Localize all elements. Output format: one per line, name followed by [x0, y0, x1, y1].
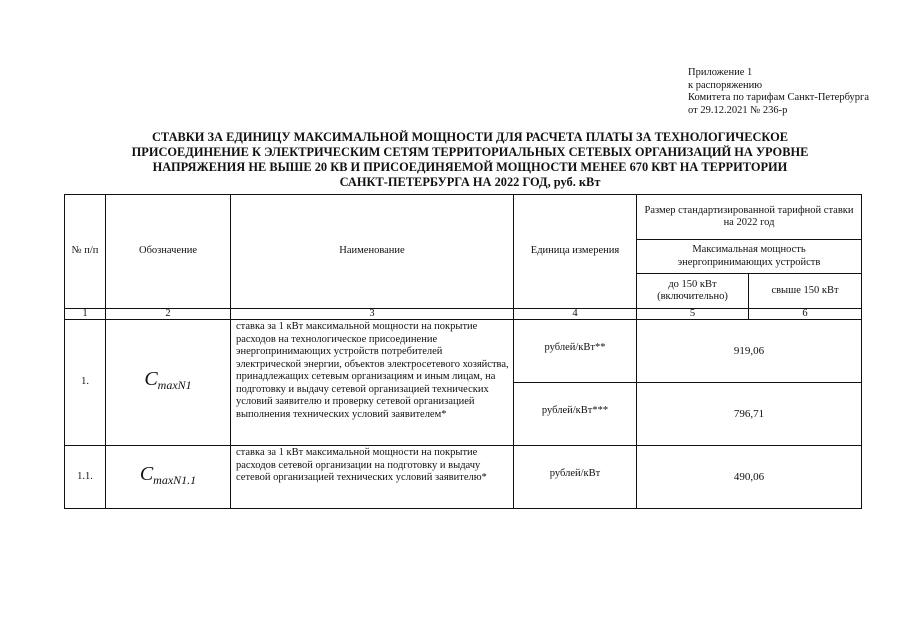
title-line: ПРИСОЕДИНЕНИЕ К ЭЛЕКТРИЧЕСКИМ СЕТЯМ ТЕРРИТОРИАЛЬНЫХ СЕТЕВЫХ ОРГАНИЗАЦИЙ НА УРОВНЕ — [131, 145, 809, 159]
title-line: САНКТ-ПЕТЕРБУРГА НА 2022 ГОД, руб. кВт — [339, 175, 601, 189]
symbol-main: C — [139, 462, 154, 485]
rates-table — [64, 194, 862, 509]
column-number-row — [65, 309, 862, 320]
header-upto-150: до 150 кВт (включительно) — [637, 274, 749, 309]
row-symbol — [106, 320, 231, 446]
appendix-line: к распоряжению — [688, 79, 763, 91]
symbol-subscript: maxN1.1 — [153, 472, 197, 487]
row-num: 1.1. — [65, 446, 106, 509]
row-unit: рублей/кВт** — [514, 320, 637, 383]
column-number: 1 — [65, 309, 106, 320]
appendix-line: от 29.12.2021 № 236-р — [688, 104, 788, 116]
header-designation: Обозначение — [106, 195, 231, 309]
row-value: 919,06 — [637, 320, 862, 383]
symbol-formula — [144, 368, 192, 393]
table-row — [65, 320, 862, 383]
header-over-150: свыше 150 кВт — [749, 274, 862, 309]
title-line: НАПРЯЖЕНИЯ НЕ ВЫШЕ 20 КВ И ПРИСОЕДИНЯЕМОЙ МОЩНОСТИ МЕНЕЕ 670 КВТ НА ТЕРРИТОРИИ — [152, 160, 788, 174]
header-name: Наименование — [231, 195, 514, 309]
header-unit: Единица измерения — [514, 195, 637, 309]
column-number: 4 — [514, 309, 637, 320]
symbol-main: C — [144, 368, 158, 391]
row-unit: рублей/кВт — [514, 446, 637, 509]
appendix-line: Приложение 1 — [688, 67, 753, 78]
row-value: 796,71 — [637, 383, 862, 446]
header-max-power: Максимальная мощность энергопринимающих устройств — [637, 240, 862, 274]
appendix-line: Комитета по тарифам Санкт-Петербурга — [688, 92, 870, 104]
header-num: № п/п — [65, 195, 106, 309]
column-number: 5 — [637, 309, 749, 320]
title-line: СТАВКИ ЗА ЕДИНИЦУ МАКСИМАЛЬНОЙ МОЩНОСТИ ДЛЯ РАСЧЕТА ПЛАТЫ ЗА ТЕХНОЛОГИЧЕСКОЕ — [151, 130, 788, 144]
row-unit: рублей/кВт*** — [514, 383, 637, 446]
header-row — [65, 195, 862, 240]
column-number: 6 — [749, 309, 862, 320]
row-value: 490,06 — [637, 446, 862, 509]
header-rate: Размер стандартизированной тарифной ставки на 2022 год — [637, 195, 862, 240]
appendix-block — [688, 67, 869, 117]
row-description: ставка за 1 кВт максимальной мощности на покрытие расходов на технологическое присоединение энергопринимающих устройств потребителей электрической энергии, объектов электросетевого хозяйства, принадлежащих сетевым организациям и иным лицам, на подготовку и выдачу сетевой организацией технических условий заявителю и проверку сетевой организацией выполнения технических условий заявителем* — [231, 320, 514, 446]
symbol-subscript: maxN1 — [157, 378, 192, 393]
row-description: ставка за 1 кВт максимальной мощности на покрытие расходов сетевой организации на подготовку и выдачу сетевой организацией технических условий заявителю* — [231, 446, 514, 509]
symbol-formula — [140, 463, 196, 485]
column-number: 3 — [231, 309, 514, 320]
table-row — [65, 446, 862, 509]
column-number: 2 — [106, 309, 231, 320]
row-num: 1. — [65, 320, 106, 446]
row-symbol — [106, 446, 231, 509]
document-title — [95, 130, 845, 190]
